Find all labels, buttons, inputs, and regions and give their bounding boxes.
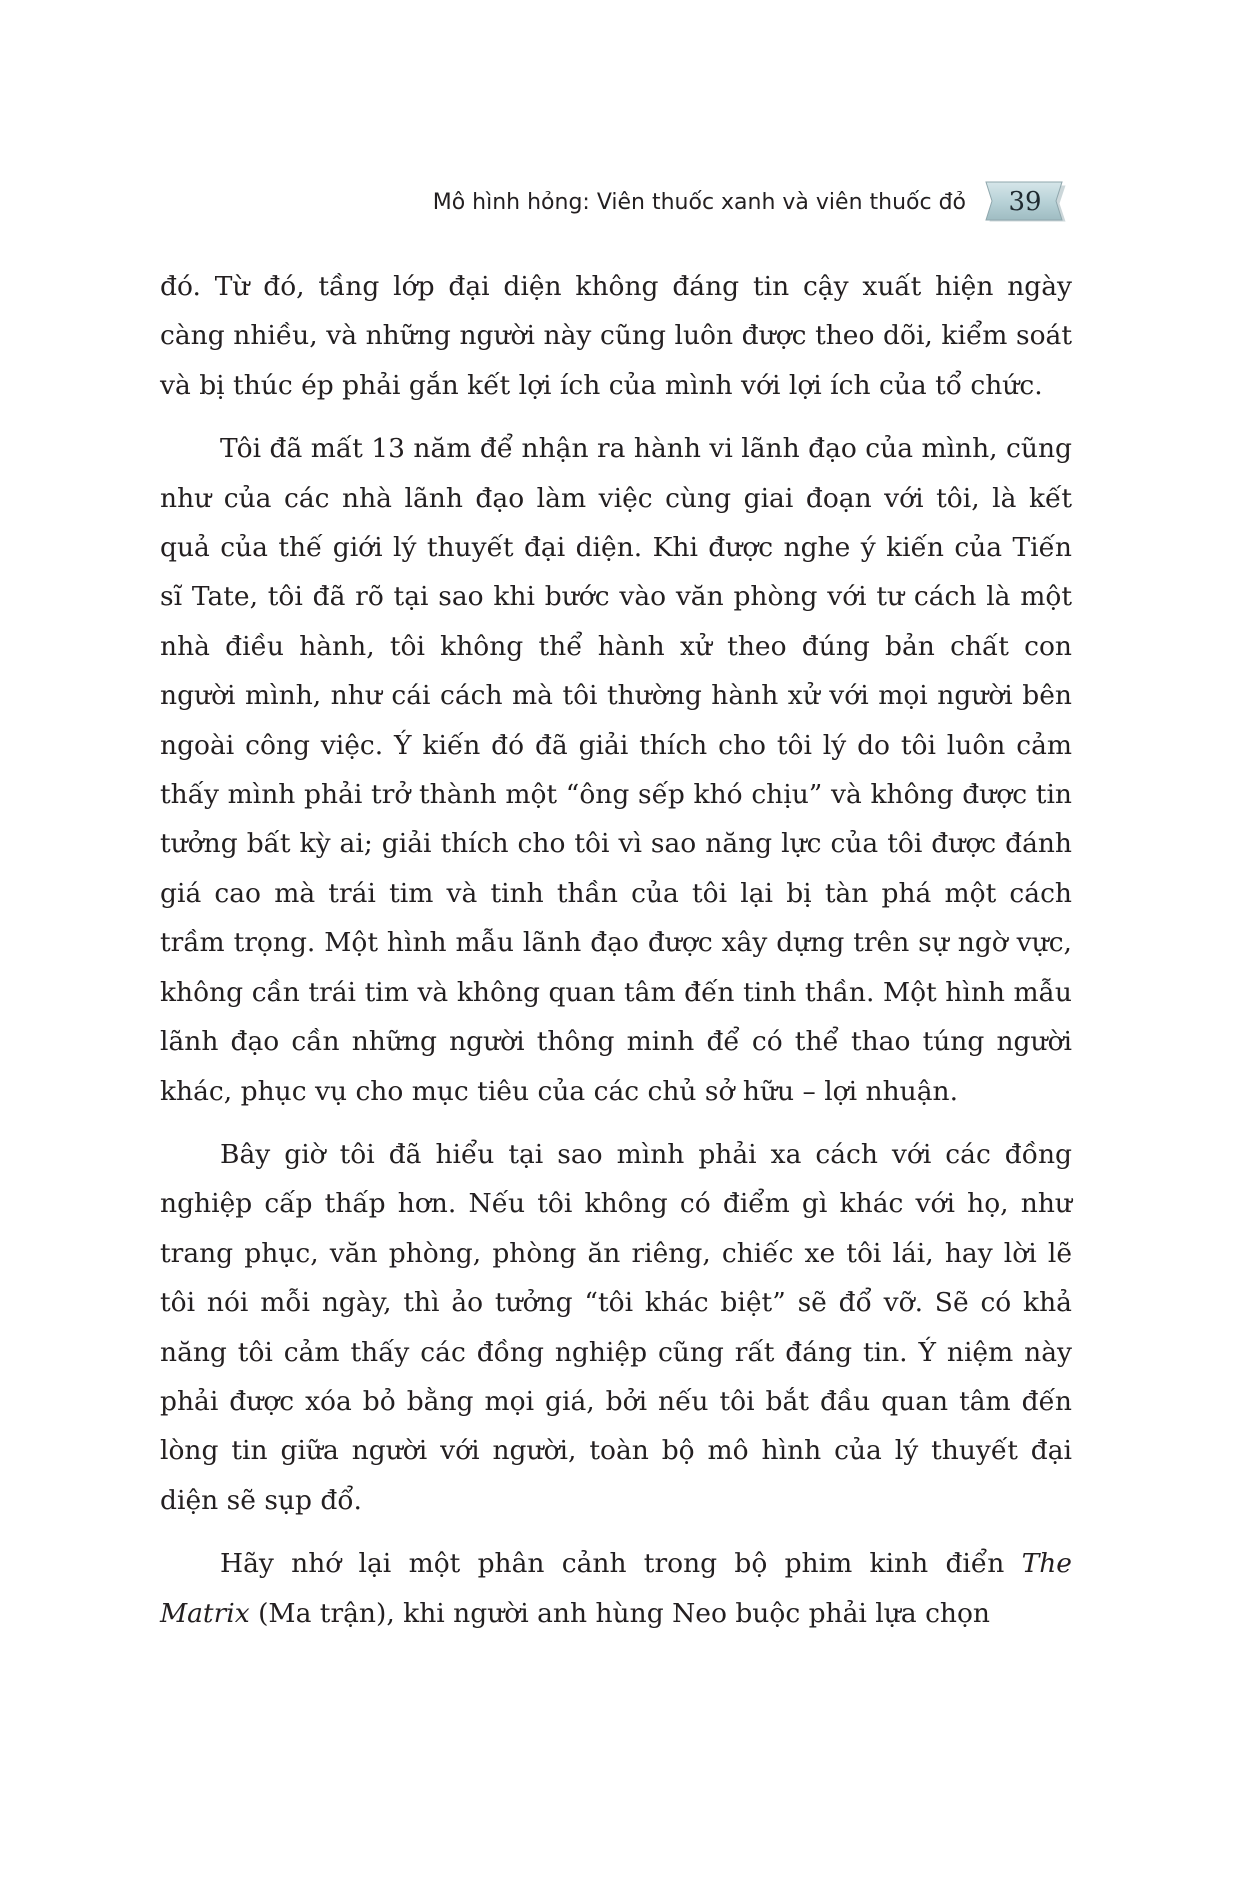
paragraph-4-lead: Hãy nhớ lại một phân cảnh trong bộ phim kinh điển: [220, 1548, 1022, 1580]
paragraph-3: Bây giờ tôi đã hiểu tại sao mình phải xa cách với các đồng nghiệp cấp thấp hơn. Nếu tôi không có điểm gì khác với họ, như trang phục, văn phòng, phòng ăn riêng, chiếc xe tôi lái, hay lời lẽ tôi nói mỗi ngày, thì ảo tưởng “tôi khác biệt” sẽ đổ vỡ. Sẽ có khả năng tôi cảm thấy các đồng nghiệp cũng rất đáng tin. Ý niệm này phải được xóa bỏ bằng mọi giá, bởi nếu tôi bắt đầu quan tâm đến lòng tin giữa người với người, toàn bộ mô hình của lý thuyết đại diện sẽ sụp đổ.: [160, 1138, 1072, 1516]
body-text: [160, 262, 1072, 1638]
paragraph-4: [160, 1539, 1072, 1638]
page-number: 39: [1008, 187, 1042, 217]
running-header: [420, 178, 1066, 226]
page-number-tab: [984, 180, 1066, 224]
paragraph-2: Tôi đã mất 13 năm để nhận ra hành vi lãnh đạo của mình, cũng như của các nhà lãnh đạo làm việc cùng giai đoạn với tôi, là kết quả của thế giới lý thuyết đại diện. Khi được nghe ý kiến của Tiến sĩ Tate, tôi đã rõ tại sao khi bước vào văn phòng với tư cách là một nhà điều hành, tôi không thể hành xử theo đúng bản chất con người mình, như cái cách mà tôi thường hành xử với mọi người bên ngoài công việc. Ý kiến đó đã giải thích cho tôi lý do tôi luôn cảm thấy mình phải trở thành một “ông sếp khó chịu” và không được tin tưởng bất kỳ ai; giải thích cho tôi vì sao năng lực của tôi được đánh giá cao mà trái tim và tinh thần của tôi lại bị tàn phá một cách trầm trọng. Một hình mẫu lãnh đạo được xây dựng trên sự ngờ vực, không cần trái tim và không quan tâm đến tinh thần. Một hình mẫu lãnh đạo cần những người thông minh để có thể thao túng người khác, phục vụ cho mục tiêu của các chủ sở hữu – lợi nhuận.: [160, 433, 1072, 1107]
paragraph-4-tail: (Ma trận), khi người anh hùng Neo buộc phải lựa chọn: [249, 1597, 991, 1629]
film-title: The Matrix: [160, 1548, 1072, 1629]
paragraph-1: đó. Từ đó, tầng lớp đại diện không đáng tin cậy xuất hiện ngày càng nhiều, và những người này cũng luôn được theo dõi, kiểm soát và bị thúc ép phải gắn kết lợi ích của mình với lợi ích của tổ chức.: [160, 271, 1072, 401]
chapter-title: Mô hình hỏng: Viên thuốc xanh và viên thuốc đỏ: [432, 189, 966, 215]
